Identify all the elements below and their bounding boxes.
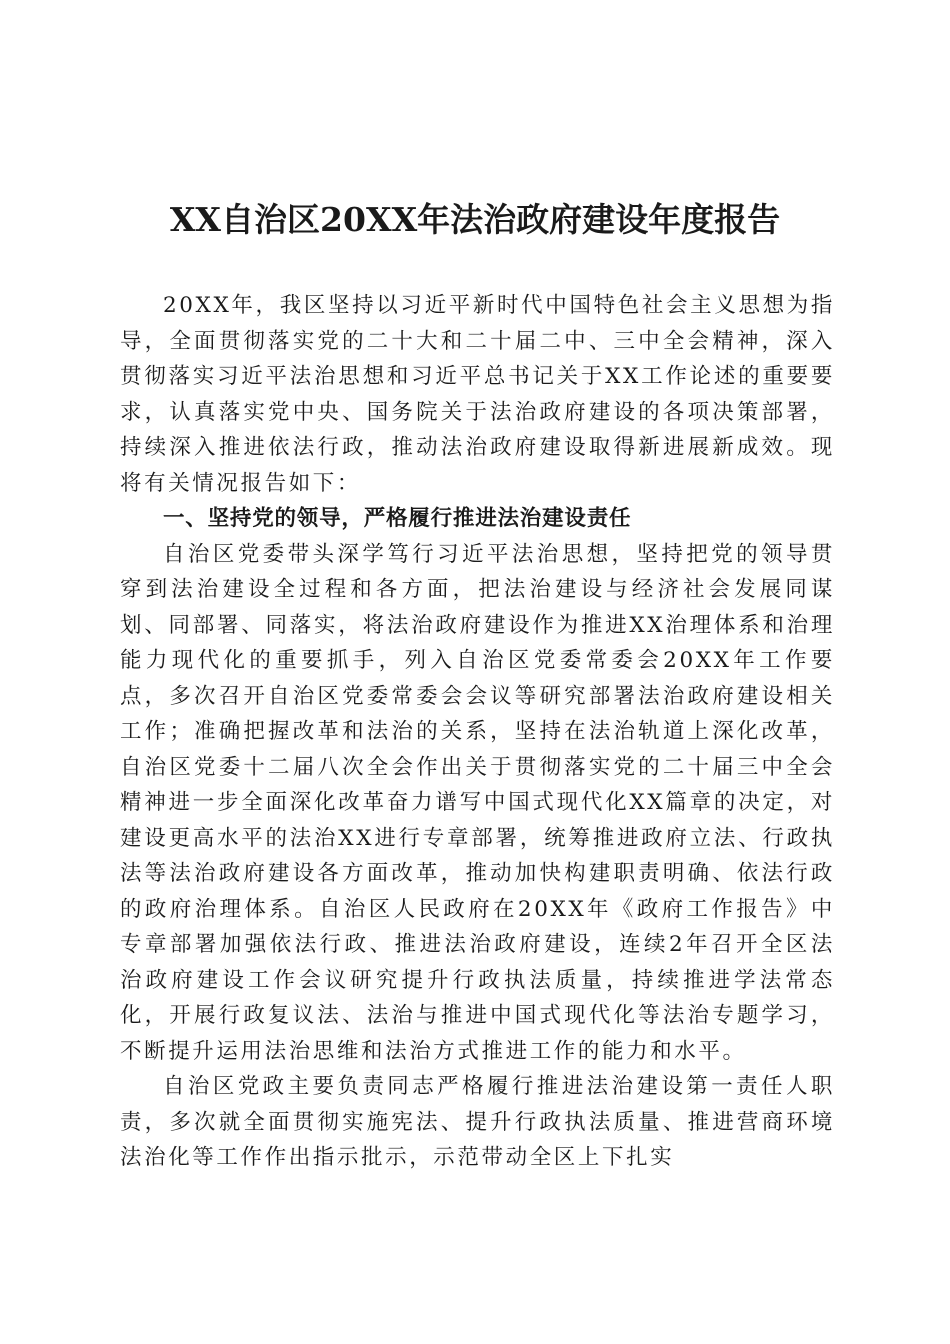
- document-title: XX自治区20XX年法治政府建设年度报告: [169, 200, 781, 239]
- section-paragraph-2: 自治区党政主要负责同志严格履行推进法治建设第一责任人职责，多次就全面贯彻实施宪法、提升行政执法质量、推进营商环境法治化等工作作出指示批示，示范带动全区上下扎实: [120, 1074, 835, 1170]
- section-heading: 一、坚持党的领导，严格履行推进法治建设责任: [163, 506, 632, 531]
- document-body: [120, 288, 835, 1176]
- intro-paragraph: 20XX年，我区坚持以习近平新时代中国特色社会主义思想为指导，全面贯彻落实党的二十大和二十届二中、三中全会精神，深入贯彻落实习近平法治思想和习近平总书记关于XX工作论述的重要要求，认真落实党中央、国务院关于法治政府建设的各项决策部署，持续深入推进依法行政，推动法治政府建设取得新进展新成效。现将有关情况报告如下：: [120, 293, 835, 496]
- section-paragraph-1: 自治区党委带头深学笃行习近平法治思想，坚持把党的领导贯穿到法治建设全过程和各方面，把法治建设与经济社会发展同谋划、同部署、同落实，将法治政府建设作为推进XX治理体系和治理能力现代化的重要抓手，列入自治区党委常委会20XX年工作要点，多次召开自治区党委常委会会议等研究部署法治政府建设相关工作；准确把握改革和法治的关系，坚持在法治轨道上深化改革，自治区党委十二届八次全会作出关于贯彻落实党的二十届三中全会精神进一步全面深化改革奋力谱写中国式现代化XX篇章的决定，对建设更高水平的法治XX进行专章部署，统筹推进政府立法、行政执法等法治政府建设各方面改革，推动加快构建职责明确、依法行政的政府治理体系。自治区人民政府在20XX年《政府工作报告》中专章部署加强依法行政、推进法治政府建设，连续2年召开全区法治政府建设工作会议研究提升行政执法质量，持续推进学法常态化，开展行政复议法、法治与推进中国式现代化等法治专题学习，不断提升运用法治思维和法治方式推进工作的能力和水平。: [120, 541, 835, 1064]
